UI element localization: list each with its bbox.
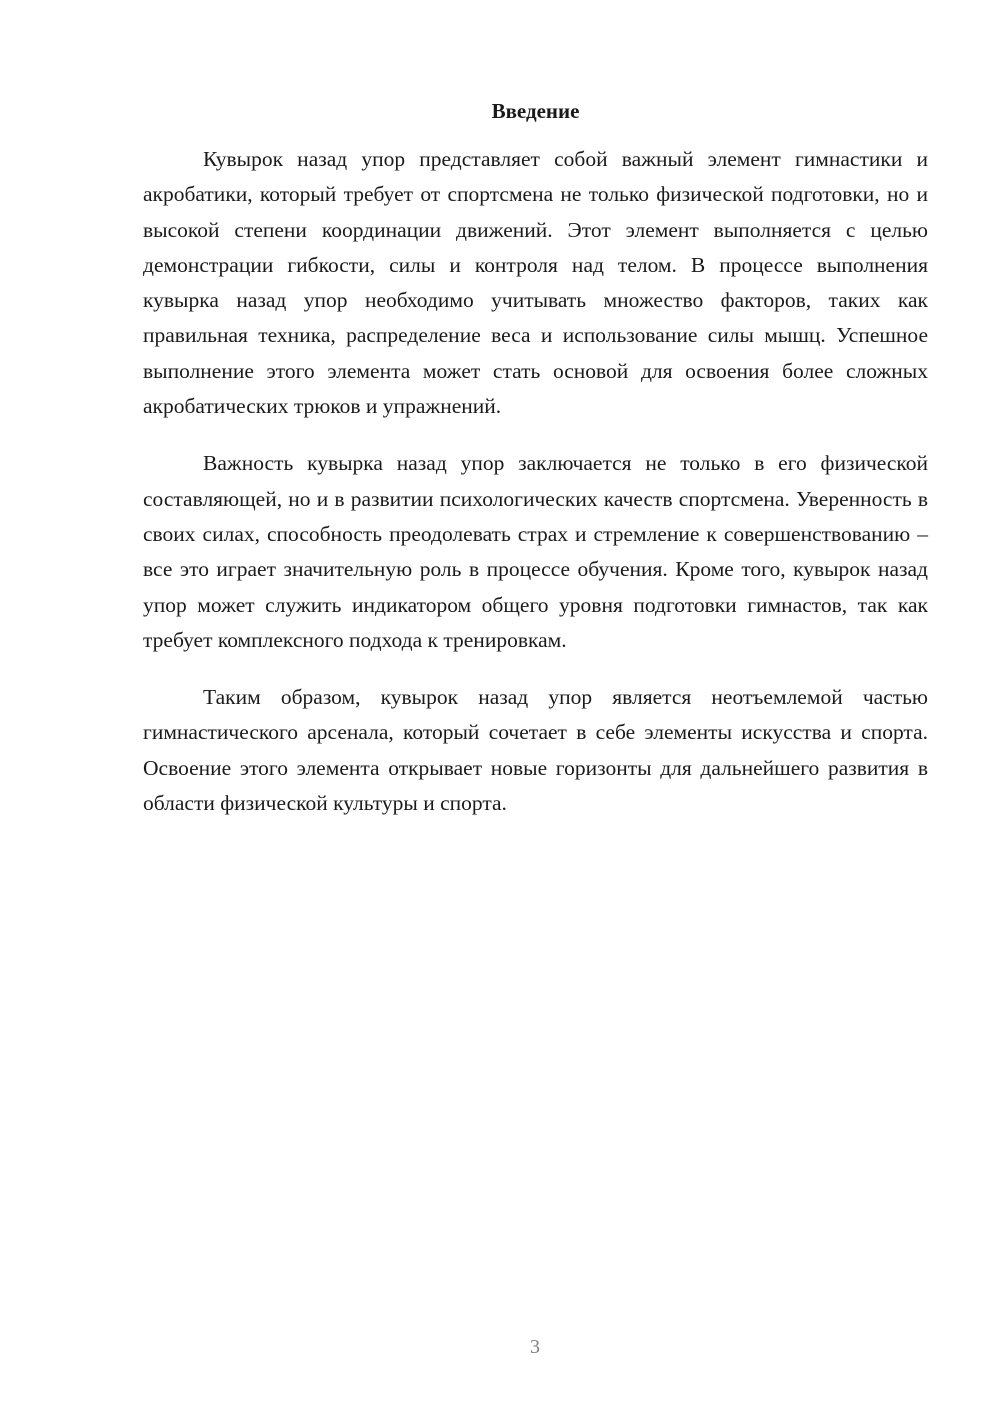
paragraph-1: Кувырок назад упор представляет собой важный элемент гимнастики и акробатики, который требует от спортсмена не только физической подготовки, но и высокой степени координации движений. Этот элемент выполняется с целью демонстрации гибкости, силы и контроля над телом. В процессе выполнения кувырка назад упор необходимо учитывать множество факторов, таких как правильная техника, распределение веса и использование силы мышц. Успешное выполнение этого элемента может стать основой для освоения более сложных акробатических трюков и упражнений. <box>143 147 928 419</box>
page-content <box>143 96 928 843</box>
paragraph-2: Важность кувырка назад упор заключается не только в его физической составляющей, но и в развитии психологических качеств спортсмена. Уверенность в своих силах, способность преодолевать страх и стремление к совершенствованию – все это играет значительную роль в процессе обучения. Кроме того, кувырок назад упор может служить индикатором общего уровня подготовки гимнастов, так как требует комплексного подхода к тренировкам. <box>143 451 928 652</box>
paragraph-3: Таким образом, кувырок назад упор является неотъемлемой частью гимнастического арсенала, который сочетает в себе элементы искусства и спорта. Освоение этого элемента открывает новые горизонты для дальнейшего развития в области физической культуры и спорта. <box>143 685 928 816</box>
page-number: 3 <box>530 1336 540 1358</box>
section-heading: Введение <box>491 99 580 123</box>
